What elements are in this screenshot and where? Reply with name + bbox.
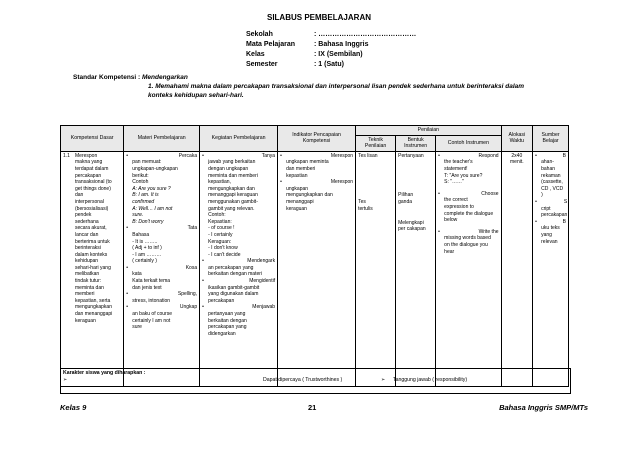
- text-line: - of course !: [208, 225, 235, 232]
- text-line: gambit yang relevan.: [208, 205, 255, 212]
- text-line: tertulis: [358, 205, 373, 212]
- text-line: pendek: [75, 212, 92, 219]
- text-line: hear: [444, 248, 455, 255]
- meta-row-semester: Semester : 1 (Satu): [246, 61, 344, 68]
- text-line: kepastian: [286, 172, 308, 179]
- text-line: [358, 159, 393, 166]
- text-line: (bersosialisasi): [75, 205, 109, 212]
- text-line: ungkapan meminta: [286, 159, 329, 166]
- text-line: keraguan: [75, 317, 96, 324]
- text-line: melibatkan: [75, 271, 100, 278]
- text-line: get things done): [75, 185, 111, 192]
- header-kegiatan: Kegiatan Pembelajaran: [200, 126, 278, 152]
- text-line: the correct: [444, 197, 468, 204]
- cell-indikator: • Merespon ungkapan meminta dan memberi kepastian • Merespon ungkapan mengungkapkan dan menanggapi keraguan: [278, 151, 356, 386]
- text-line: [358, 166, 393, 173]
- text-line: dan memberi: [286, 165, 316, 172]
- text-line: ungkapan-ungkapan: [132, 165, 178, 172]
- header-indikator: Indikator Pencapaian Kompetensi: [278, 126, 356, 152]
- text-line: Keraguan:: [208, 238, 232, 245]
- header-alokasi: Alokasi Waktu: [501, 126, 533, 152]
- text-line: ikasikan gambit-gambit: [208, 284, 260, 291]
- header-sumber: Sumber Belajar: [533, 126, 569, 152]
- karakter-item-1: Dapat dipercaya ( Trustworthines ): [263, 377, 343, 383]
- cell-teknik: [356, 151, 396, 386]
- text-line: kepastian, serta: [75, 297, 111, 304]
- text-line: ahan-bahan: [541, 159, 556, 172]
- text-line: Tes: [358, 198, 366, 205]
- syllabus-table: [60, 125, 569, 387]
- text-line: ( Adj + to inf ): [132, 245, 162, 252]
- text-line: berkaitan dengan materi: [208, 271, 263, 278]
- text-line: berikut:: [132, 172, 149, 179]
- text-line: below: [444, 217, 458, 224]
- text-line: stress, intonation: [132, 297, 171, 304]
- text-line: sure.: [132, 212, 144, 219]
- text-line: mengungkapkan: [75, 304, 112, 311]
- text-line: Kepastian:: [208, 218, 232, 225]
- text-line: certainly I am not: [132, 317, 171, 324]
- text-line: sederhana: [75, 218, 99, 225]
- footer-left: Kelas 9: [60, 403, 87, 412]
- arrow-icon: ➢: [381, 377, 386, 383]
- text-line: yang relevan: [541, 231, 558, 245]
- text-line: keraguan: [286, 205, 307, 212]
- text-line: Contoh: [132, 179, 149, 186]
- text-line: Contoh:: [208, 212, 226, 219]
- kd-text: [75, 153, 112, 324]
- karakter-label: Karakter siswa yang diharapkan :: [63, 370, 146, 376]
- text-line: 2x40: [511, 152, 523, 159]
- text-line: dan menanggapi: [75, 311, 113, 318]
- text-line: makna yang: [75, 159, 103, 166]
- text-line: [358, 173, 393, 180]
- text-line: complete the dialogue: [444, 210, 494, 217]
- text-line: menggunakan gambit-: [208, 198, 258, 205]
- text-line: memberi: [75, 291, 95, 298]
- text-line: didengarkan: [208, 330, 236, 337]
- header-materi: Materi Pembelajaran: [124, 126, 200, 152]
- text-line: - I am ………: [132, 251, 162, 258]
- text-line: meminta dan memberi: [208, 172, 258, 179]
- text-line: - It is ……..: [132, 238, 158, 245]
- text-line: percakapan: [208, 297, 235, 304]
- text-line: [358, 192, 393, 199]
- text-line: meminta dan: [75, 284, 104, 291]
- text-line: B: I am. It is: [132, 192, 159, 199]
- karakter-item-2: Tanggung jawab ( responsibility): [393, 377, 468, 383]
- text-line: percakapan yang: [208, 324, 247, 331]
- text-line: T: "Are you sure?: [444, 172, 483, 179]
- text-line: Tes lisan: [358, 152, 378, 159]
- text-line: pan memuat:: [132, 159, 162, 166]
- text-line: mengungkapkan dan: [208, 185, 255, 192]
- text-line: dengan ungkapan: [208, 165, 249, 172]
- text-line: tindak tutur:: [75, 278, 102, 285]
- meta-row-sekolah: Sekolah : ……………………………………: [246, 31, 417, 38]
- cell-contoh: • Respond the teacher's statement! T: "Are you sure? S: "……" • Choose the correct expression to complete the dialogue below • Write the missing words based on the dialogue you hear: [436, 151, 501, 386]
- cell-kd: 1.1 Merespon makna yang terdapat dalam percakapan transaksional (to get things done) dan interpersonal (bersosialisasi) pendek sederhana secara akurat, lancar dan berterima untuk berinteraksi dalam konteks kehidupan sehari-hari yang melibatkan tindak tutur: meminta dan memberi kepastian, serta mengungkapkan dan menanggapi keraguan: [61, 151, 124, 386]
- cell-bentuk: Pertanyaan Pilihan ganda Melengkapi per cakapan: [396, 151, 436, 386]
- text-line: berinteraksi: [75, 245, 101, 252]
- text-line: pertanyaan yang: [208, 311, 246, 318]
- meta-row-mapel: Mata Pelajaran : Bahasa Inggris: [246, 41, 369, 48]
- text-line: on the dialogue you: [444, 241, 488, 248]
- text-line: berterima untuk: [75, 238, 110, 245]
- header-teknik: Teknik Penilaian: [356, 135, 396, 151]
- text-line: cript: [541, 205, 551, 212]
- text-line: jawab yang berkaitan: [208, 159, 256, 166]
- text-line: interpersonal: [75, 198, 104, 205]
- text-line: kata: [132, 271, 142, 278]
- text-line: A: Are you sure ?: [132, 185, 171, 192]
- footer-right: Bahasa Inggris SMP/MTs: [499, 403, 588, 412]
- text-line: A: Well… I am not: [132, 205, 173, 212]
- text-line: kepastian,: [208, 179, 231, 186]
- header-penilaian: Penilaian: [356, 126, 501, 136]
- arrow-icon: ➢: [63, 377, 68, 383]
- cell-kegiatan: • Tanya jawab yang berkaitan dengan ungkapan meminta dan memberi kepastian, mengungkapkan dan menanggapi keraguan menggunakan gambit- gambit yang relevan. Contoh: Kepastian: - of course ! - I certainly Keraguan: - I don't know - I can't decide • Mendengark an percakapan yang berkaitan dengan materi • Mengidentif ikasikan gambit-gambit yang digunakan dalam percakapan • Menjawab pertanyaan yang berkaitan dengan percakapan yang didengarkan: [200, 151, 278, 386]
- text-line: the teacher's: [444, 159, 473, 166]
- cell-sumber: • B ahan-bahan rekaman (cassette, CD , VCD ) • S cript percakapan • B uku teks yang relevan: [533, 151, 569, 386]
- page-title: SILABUS PEMBELAJARAN: [266, 13, 371, 22]
- text-line: - I can't decide: [208, 251, 241, 258]
- text-line: menit.: [510, 159, 524, 166]
- text-line: yang digunakan dalam: [208, 291, 259, 298]
- cell-alokasi: [501, 151, 533, 386]
- text-line: CD , VCD ): [541, 185, 564, 199]
- page-number: 21: [308, 403, 317, 412]
- text-line: secara akurat,: [75, 225, 107, 232]
- cell-materi: • Percaka pan memuat: ungkapan-ungkapan berikut: Contoh A: Are you sure ? B: I am. It is confirmed A: Well… I am not sure. B: Don't worry • Tata Bahasa - It is …….. ( Adj + to inf ) - I am ……… ( certainly ) • Kosa kata Kata terkait tema dan jenis text • Spelling, stress, intonation • Ungkap an baku of course certainly I am not sure: [124, 151, 200, 386]
- text-line: an percakapan yang: [208, 264, 254, 271]
- text-line: Pilihan: [398, 192, 414, 199]
- text-line: confirmed: [132, 198, 155, 205]
- text-line: missing words based: [444, 235, 491, 242]
- meta-block: [246, 30, 416, 70]
- text-line: - I don't know: [208, 245, 238, 252]
- meta-row-kelas: Kelas : IX (Sembilan): [246, 51, 363, 58]
- text-line: B: Don't worry: [132, 218, 164, 225]
- standar-label: Standar Kompetensi :: [73, 74, 141, 81]
- text-line: S: "……": [444, 179, 464, 186]
- text-line: dan jenis text: [132, 284, 162, 291]
- text-line: Kata terkait tema: [132, 278, 171, 285]
- text-line: lancar dan: [75, 231, 99, 238]
- text-line: mengungkapkan dan: [286, 192, 333, 199]
- text-line: menanggapi: [286, 198, 314, 205]
- text-line: sehari-hari yang: [75, 264, 111, 271]
- dialogue-examples: [126, 186, 197, 226]
- text-line: terdapat dalam: [75, 165, 109, 172]
- text-line: menanggapi keraguan: [208, 192, 258, 199]
- text-line: [358, 179, 393, 186]
- text-line: kehidupan: [75, 258, 99, 265]
- text-line: expression to: [444, 203, 474, 210]
- text-line: ganda: [398, 198, 413, 205]
- text-line: Merespon: [75, 152, 98, 159]
- text-line: ( certainly ): [132, 258, 157, 265]
- text-line: per cakapan: [398, 226, 426, 233]
- header-kd: Kompetensi Dasar: [61, 126, 124, 152]
- text-line: uku teks: [541, 225, 560, 232]
- text-line: percakapan: [541, 212, 568, 219]
- text-line: berkaitan dengan: [208, 317, 247, 324]
- standar-kompetensi: Standar Kompetensi : Mendengarkan 1. Memahami makna dalam percakapan transaksional dan interpersonal lisan pendek sederhana untuk berinteraksi dalam konteks kehidupan sehari-hari.: [73, 74, 525, 99]
- standar-value: Mendengarkan: [142, 74, 188, 81]
- text-line: rekaman: [541, 172, 561, 179]
- text-line: statement!: [444, 165, 468, 172]
- text-line: Bahasa: [132, 231, 150, 238]
- header-contoh: Contoh Instrumen: [436, 135, 501, 151]
- text-line: ungkapan: [286, 185, 309, 192]
- text-line: sure: [132, 324, 142, 331]
- text-line: dalam konteks: [75, 251, 108, 258]
- text-line: an baku of course: [132, 311, 172, 318]
- text-line: Melengkapi: [398, 219, 424, 226]
- text-line: - I certainly: [208, 231, 233, 238]
- text-line: (cassette,: [541, 179, 563, 186]
- text-line: percakapan: [75, 172, 102, 179]
- text-line: [358, 186, 393, 193]
- text-line: transaksional (to: [75, 179, 112, 186]
- text-line: dan: [75, 192, 84, 199]
- karakter-box: [60, 368, 571, 394]
- header-bentuk: Bentuk Instrumen: [396, 135, 436, 151]
